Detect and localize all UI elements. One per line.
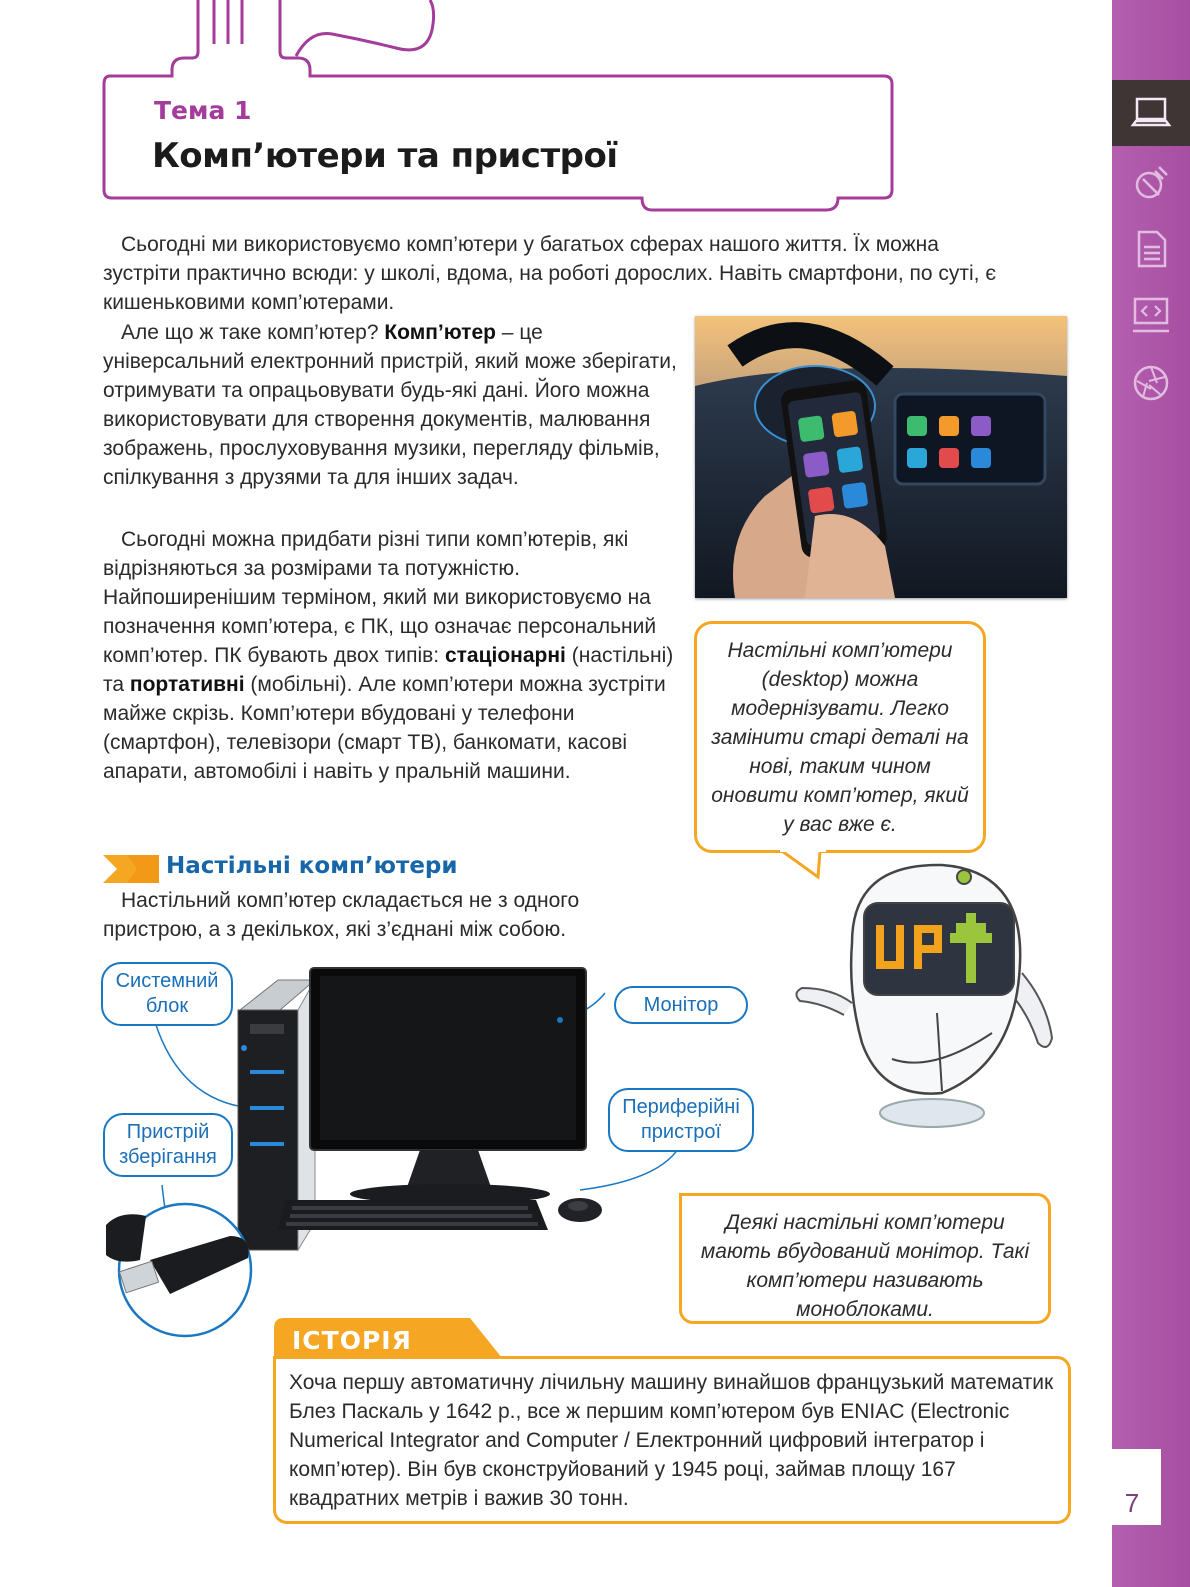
definition-lead: Але що ж таке комп’ютер? [121,321,385,344]
sidebar-tab-media[interactable] [1112,350,1190,416]
definition-term: Комп’ютер [384,321,496,344]
chapter-sidebar [1112,0,1190,1587]
section-title: Настільні комп’ютери [166,853,458,879]
callout-storage-device [103,1113,233,1177]
pc-types-text-c: (мобільні). Але комп’ютери можна зустріти майже скрізь. Комп’ютери вбудовані у телефони (смартфон), телевізори (смарт ТВ), банкомати, касові апарати, автомобілі і навіть у пральній машини. [103,673,666,783]
pc-types-paragraph [103,525,683,786]
sidebar-tab-documents[interactable] [1112,216,1190,282]
definition-text: – це універсальний електронний пристрій, який може зберігати, отримувати та опрацьовувати будь-які дані. Його можна використовувати для створення документів, малювання зображень, прослуховування музики, перегляду фільмів, спілкування з друзями та для інших задач. [103,321,677,489]
pc-types-text-b: (настільні) та [103,644,674,696]
page-number: 7 [1124,1488,1140,1518]
computer-icon [1129,93,1173,133]
intro-paragraph [103,230,1003,317]
callout-storage-label: Пристрій зберігання [119,1121,217,1168]
smartphone-in-car-photo [695,316,1067,598]
callout-system-unit [101,962,233,1026]
section-paragraph-text: Настільний комп’ютер складається не з одного пристрою, а з декількох, які з’єднані між собою. [103,889,580,941]
pc-types-text-a: Сьогодні можна придбати різні типи комп’ютерів, які відрізняються за розмірами та потужністю. Найпоширенішим терміном, який ми використовуємо на позначення комп’ютера, є ПК, що означає персональний комп’ютер. ПК бувають двох типів: [103,528,657,667]
aperture-icon [1129,363,1173,403]
sidebar-tab-computers[interactable] [1112,80,1190,146]
topic-label: Тема 1 [154,96,252,125]
sidebar-tab-programming[interactable] [1112,282,1190,348]
desktop-upgrade-text: Настільні комп’ютери (desktop) можна модернізувати. Легко замінити старі деталі на нові, таким чином оновити комп’ютер, який у вас вже є. [711,639,969,836]
section-flag-icon [103,855,159,883]
history-text: Хоча першу автоматичну лічильну машину винайшов французький математик Блез Паскаль у 1642 р., все ж першим комп’ютером був ENIAC (Electronic Numerical Integrator and Computer / Електронний цифровий інтегратор і комп’ютер). Він був сконструйований у 1945 році, займав площу 167 квадратних метрів і важив 30 тонн. [289,1371,1054,1510]
history-label: ІСТОРІЯ [292,1326,412,1355]
callout-monitor [614,986,748,1024]
document-icon [1129,229,1173,269]
speech-bubble-desktop-upgrade [694,621,986,853]
note-all-in-one [679,1193,1051,1324]
section-paragraph [103,886,663,944]
callout-peripherals [608,1088,754,1152]
robot-mascot [792,863,1067,1133]
sidebar-tab-networks[interactable] [1112,150,1190,216]
term-stationary: стаціонарні [444,644,566,667]
callout-peripherals-label: Периферійні пристрої [622,1096,740,1143]
callout-monitor-label: Монітор [643,993,719,1016]
all-in-one-text: Деякі настільні комп’ютери мають вбудований монітор. Такі комп’ютери називають моноблоками. [700,1211,1030,1321]
page-title: Комп’ютери та пристрої [152,136,618,176]
definition-paragraph [103,318,683,492]
intro-paragraph-text: Сьогодні ми використовуємо комп’ютери у багатьох сферах нашого життя. Їх можна зустріти практично всюди: у школі, вдома, на роботі дорослих. Навіть смартфони, по суті, є кишеньковими комп’ютерами. [103,233,997,314]
callout-system-unit-label: Системний блок [115,970,219,1017]
satellite-icon [1129,163,1173,203]
term-portable: портативні [129,673,245,696]
code-monitor-icon [1129,295,1173,335]
